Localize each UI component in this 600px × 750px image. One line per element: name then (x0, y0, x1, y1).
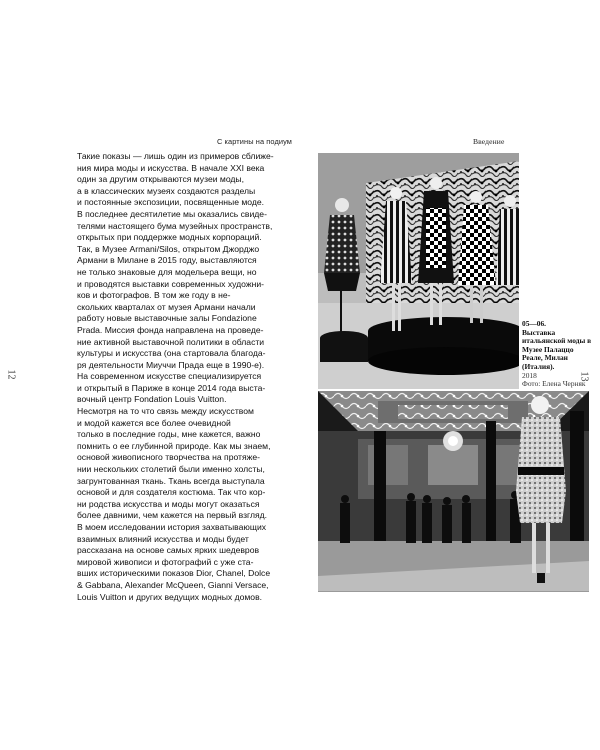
body-line: ков и фотографов. В том же году в не- (77, 290, 231, 301)
body-line: работу новые выставочные залы Fondazione (77, 313, 257, 324)
running-head-left: С картины на подиум (216, 137, 292, 146)
body-line: и постоянные экспозиции, посвященные моде. (77, 197, 265, 208)
body-line: и открытый в Париже в конце 2014 года выста- (77, 382, 266, 393)
body-line: Prada. Миссия фонда направлена на проведе- (77, 324, 264, 335)
body-line: и проводятся выставки современных художни- (77, 278, 264, 289)
body-line: мировой живописи и фотографий с уже ста- (77, 556, 254, 567)
body-line: вочный центр Fondation Louis Vuitton. (77, 394, 227, 405)
caption-title: Выставка итальянской моды в Музее Палаццо Реале, Милан (Италия). (522, 327, 592, 371)
body-line: и модой кажется все более очевидной (77, 417, 231, 428)
body-line: ни родства искусства и моды могут оказаться (77, 498, 260, 509)
body-line: нии нескольких столетий были именно холсты, (77, 464, 265, 475)
body-line: ния мира моды и искусства. В начале XXI века (77, 162, 265, 173)
body-line: только в последние годы, мне кажется, важно (77, 429, 261, 440)
exhibition-photo-mannequins (318, 153, 519, 389)
caption-credit: Фото: Елена Черняк (522, 379, 586, 389)
body-line: Несмотря на то что связь между искусством (77, 406, 254, 417)
body-line: загрунтованная ткань. Ткань всегда выступала (77, 475, 265, 486)
body-line: Такие показы — лишь один из примеров сближе- (77, 151, 274, 161)
body-line: вших историческими показов Dior, Chanel, Dolce (77, 568, 271, 579)
running-head-right: Введение (473, 137, 505, 146)
body-line: рассказана на основе самых ярких шедевров (77, 545, 260, 556)
body-line: один за другим открываются музеи моды, (77, 174, 244, 185)
body-line: культуры и искусства (она стартовала благода- (77, 348, 266, 359)
body-line: скольких кварталах от музея Армани начали (77, 301, 256, 312)
body-line: телями настоящего бума музейных пространств, (77, 220, 273, 231)
body-line: более давними, чем кажется на первый взгляд. (77, 510, 268, 521)
body-line: В последнее десятилетие мы оказались свиде- (77, 208, 267, 219)
body-line: В моем исследовании история захватывающих (77, 522, 267, 532)
body-line: взаимных влияний искусства и моды будет (77, 533, 249, 544)
body-line: Армани в Милане в 2015 году, выставляются (77, 255, 257, 266)
page-number-left: 12 (5, 369, 17, 380)
body-text (77, 151, 311, 603)
body-line: ря деятельности Миуччи Прада еще в 1990-е). (77, 359, 265, 370)
body-line: Louis Vuitton и других ведущих модных домов. (77, 591, 263, 602)
body-line: основой живописного творчества на протяже- (77, 452, 261, 463)
body-line: помнить о ее глубинной природе. Как мы знаем, (77, 440, 271, 451)
body-line: Так, в Музее Armani/Silos, открытом Джорджо (77, 243, 260, 254)
caption-year: 2018 (522, 370, 537, 380)
body-line: ние активной выставочной политики в области (77, 336, 265, 347)
exhibition-photo-hall (318, 391, 589, 592)
body-line: На современном искусстве специализируется (77, 371, 262, 382)
photo-caption (522, 320, 592, 389)
body-line: а в классических музеях создаются разделы (77, 185, 256, 196)
body-line: не только знаковые для модельера вещи, но (77, 266, 257, 277)
body-line: & Gabbana, Alexander McQueen, Gianni Versace, (77, 579, 269, 590)
body-line: основой и для создателя костюма. Так что кор- (77, 487, 266, 498)
page-number-right: 13 (578, 371, 590, 382)
body-line: открытых при поддержке модных корпораций. (77, 232, 262, 243)
caption-number: 05—06. (522, 319, 547, 328)
